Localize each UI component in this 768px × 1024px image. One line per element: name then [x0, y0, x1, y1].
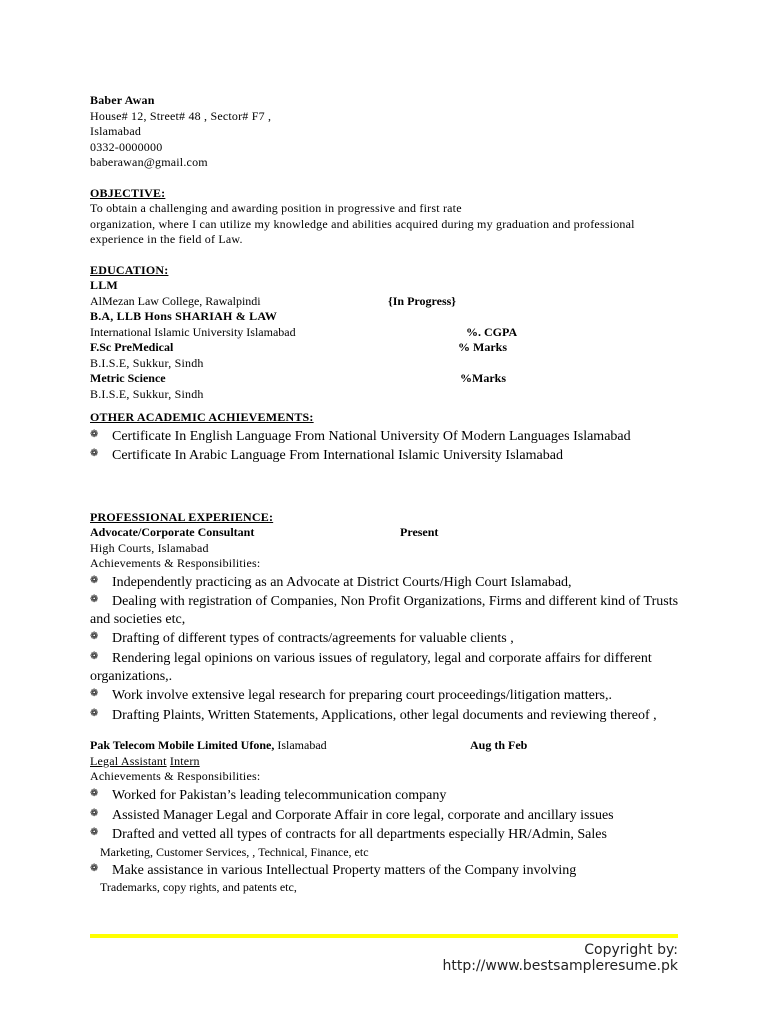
- flower-bullet-icon: ❁: [90, 707, 99, 719]
- job2-title-row: [90, 738, 690, 754]
- spacer: [90, 465, 690, 510]
- job1-title-row: [90, 525, 690, 541]
- job2-resp-label: Achievements & Responsibilities:: [90, 769, 261, 784]
- job2-period: Aug th Feb: [470, 738, 528, 753]
- spacer: [90, 171, 690, 186]
- flower-bullet-icon: ❁: [90, 688, 99, 700]
- job2-bullet: ❁ Assisted Manager Legal and Corporate Affair in core legal, corporate and ancillary issues: [90, 805, 690, 825]
- degree-fsc: F.Sc PreMedical: [90, 340, 174, 354]
- flower-bullet-icon: ❁: [90, 787, 99, 799]
- institute-matric: B.I.S.E, Sukkur, Sindh: [90, 386, 204, 401]
- email-address: baberawan@gmail.com: [90, 155, 208, 169]
- degree-matric: Metric Science: [90, 371, 166, 385]
- phone-number: 0332-0000000: [90, 139, 163, 154]
- job2-city: Islamabad: [274, 738, 327, 753]
- institute-llb: International Islamic University Islamabad: [90, 324, 296, 339]
- flower-bullet-icon: ❁: [90, 594, 99, 606]
- status-matric: %Marks: [460, 371, 506, 385]
- candidate-name: Baber Awan: [90, 93, 155, 107]
- footer-divider: [90, 934, 678, 938]
- job1-bullet: ❁ Rendering legal opinions on various issues of regulatory, legal and corporate affairs for different organizations,.: [90, 648, 690, 685]
- spacer: [90, 248, 690, 263]
- job1-resp-label: Achievements & Responsibilities:: [90, 556, 261, 571]
- job1-period: Present: [400, 525, 439, 540]
- address-line-2: Islamabad: [90, 124, 142, 138]
- experience-heading: PROFESSIONAL EXPERIENCE:: [90, 509, 274, 524]
- resume-page: [90, 93, 690, 895]
- job1-title: Advocate/Corporate Consultant: [90, 525, 255, 540]
- institute-llm: AlMezan Law College, Rawalpindi: [90, 293, 261, 308]
- job2-bullet-continuation: Trademarks, copy rights, and patents etc,: [100, 880, 297, 895]
- job2-bullet-continuation: Marketing, Customer Services, , Technical, Finance, etc: [100, 844, 369, 859]
- degree-llb: B.A, LLB Hons SHARIAH & LAW: [90, 309, 278, 323]
- flower-bullet-icon: ❁: [90, 827, 99, 839]
- objective-line-3: experience in the field of Law.: [90, 232, 243, 246]
- job2-company: Pak Telecom Mobile Limited Ufone,: [90, 738, 275, 753]
- objective-line-1: To obtain a challenging and awarding position in progressive and first rate: [90, 201, 462, 215]
- status-llm: {In Progress}: [388, 293, 457, 308]
- spacer: [90, 724, 690, 738]
- flower-bullet-icon: ❁: [90, 631, 99, 643]
- flower-bullet-icon: ❁: [90, 651, 99, 663]
- job1-place: High Courts, Islamabad: [90, 540, 209, 555]
- flower-bullet-icon: ❁: [90, 574, 99, 586]
- job1-bullet: ❁ Dealing with registration of Companies, Non Profit Organizations, Firms and different kind of Trusts and societies etc,: [90, 591, 690, 628]
- address-line-1: House# 12, Street# 48 , Sector# F7 ,: [90, 108, 272, 123]
- degree-llm: LLM: [90, 278, 118, 292]
- education-row-llb: [90, 325, 690, 341]
- education-heading: EDUCATION:: [90, 262, 169, 277]
- institute-fsc: B.I.S.E, Sukkur, Sindh: [90, 355, 204, 370]
- flower-bullet-icon: ❁: [90, 428, 99, 440]
- education-row-llm: [90, 294, 690, 310]
- job1-bullet: ❁ Drafting of different types of contracts/agreements for valuable clients ,: [90, 628, 690, 648]
- flower-bullet-icon: ❁: [90, 862, 99, 874]
- job1-bullet: ❁ Work involve extensive legal research for preparing court proceedings/litigation matters,.: [90, 685, 690, 705]
- job2-role: [90, 754, 690, 770]
- job2-bullet: ❁ Make assistance in various Intellectual Property matters of the Company involving: [90, 860, 690, 880]
- job2-role-title: Legal Assistant: [90, 753, 167, 768]
- flower-bullet-icon: ❁: [90, 448, 99, 460]
- degree-row-fsc: [90, 340, 690, 356]
- objective-heading: OBJECTIVE:: [90, 185, 166, 200]
- achievement-item: ❁ Certificate In English Language From National University Of Modern Languages Islamabad: [90, 426, 690, 446]
- achievement-item: ❁ Certificate In Arabic Language From International Islamic University Islamabad: [90, 445, 690, 465]
- degree-row-matric: [90, 371, 690, 387]
- status-llb: %. CGPA: [466, 324, 518, 339]
- achievements-heading: OTHER ACADEMIC ACHIEVEMENTS:: [90, 410, 314, 424]
- job2-role-type: Intern: [169, 753, 200, 768]
- job1-bullet: ❁ Independently practicing as an Advocate at District Courts/High Court Islamabad,: [90, 572, 690, 592]
- job2-bullet: ❁ Worked for Pakistan’s leading telecommunication company: [90, 785, 690, 805]
- footer-copyright: Copyright by: http://www.bestsampleresume.pk: [442, 942, 678, 974]
- job2-bullet: ❁ Drafted and vetted all types of contracts for all departments especially HR/Admin, Sales: [90, 824, 690, 844]
- job1-bullet: ❁ Drafting Plaints, Written Statements, Applications, other legal documents and reviewing thereof ,: [90, 705, 690, 725]
- flower-bullet-icon: ❁: [90, 807, 99, 819]
- spacer: [90, 402, 690, 410]
- status-fsc: % Marks: [458, 340, 507, 354]
- objective-line-2: organization, where I can utilize my knowledge and abilities acquired during my graduation and professional: [90, 216, 635, 231]
